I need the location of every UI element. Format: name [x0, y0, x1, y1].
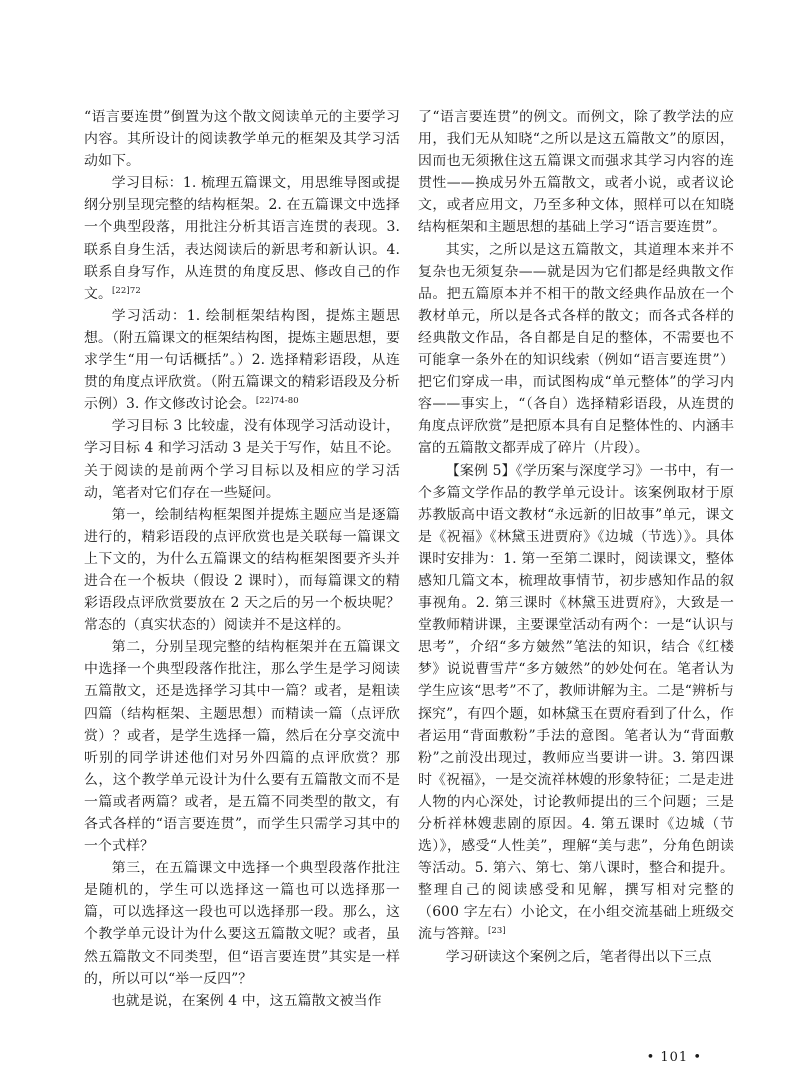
paragraph — [84, 857, 400, 990]
right-column — [418, 106, 734, 968]
paragraph — [84, 504, 400, 637]
paragraph-text: 其实，之所以是这五篇散文，其道理本来并不复杂也无须复杂——就是因为它们都是经典散文作品。把五篇原本并不相干的散文经典作品放在一个教材单元，所以是各式各样的散文；而各式各样的经典散文作品，各自都是自足的整体，不需要也不可能拿一条外在的知识线索（例如“语言要连贯”）把它们穿成一串，而试图构成“单元整体”的学习内容——事实上，“（各自）选择精彩语段，从连贯的角度点评欣赏”是把原本具有自足整体性的、内涵丰富的五篇散文都弄成了碎片（片段）。 — [418, 241, 734, 457]
paragraph-text: 第三，在五篇课文中选择一个典型段落作批注是随机的，学生可以选择这一篇也可以选择那一篇，可以选择这一段也可以选择那一段。那么，这个教学单元设计为什么要这五篇散文呢？或者，虽然五篇散文不同类型，但“语言要连贯”其实是一样的，所以可以“举一反四”？ — [84, 860, 400, 987]
paragraph-text: 第二，分别呈现完整的结构框架并在五篇课文中选择一个典型段落作批注，那么学生是学习阅读五篇散文，还是选择学习其中一篇？或者，是粗读四篇（结构框架、主题思想）而精读一篇（点评欣赏）？或者，是学生选择一篇，然后在分享交流中听别的同学讲述他们对另外四篇的点评欣赏？那么，这个教学单元设计为什么要有五篇散文而不是一篇或者两篇？或者，是五篇不同类型的散文，有各式各样的“语言要连贯”，而学生只需学习其中的一个式样？ — [84, 639, 400, 855]
paragraph-text: “语言要连贯”倒置为这个散文阅读单元的主要学习内容。其所设计的阅读教学单元的框架及其学习活动如下。 — [84, 109, 400, 170]
page-number: • 101 • — [646, 1050, 702, 1065]
paragraph — [84, 172, 400, 305]
paragraph — [418, 106, 734, 239]
paragraph — [84, 415, 400, 503]
paragraph-text: 学习研读这个案例之后，笔者得出以下三点 — [445, 948, 712, 965]
paragraph-text: 【案例 5】《学历案与深度学习》一书中，有一个多篇文学作品的教学单元设计。该案例取材于原苏教版高中语文教材“永远新的旧故事”单元，课文是《祝福》《林黛玉进贾府》《边城（节选）》。具体课时安排为：1. 第一至第二课时，阅读课文，整体感知几篇文本，梳理故事情节，初步感知作品的叙事视角。2. 第三课时《林黛玉进贾府》，大致是一堂教师精讲课，主要课堂活动有两个：一是“认识与思考”，介绍“多方皴然”笔法的知识，结合《红楼梦》说说曹雪芹“多方皴然”的妙处何在。笔者认为学生应该“思考”不了，教师讲解为主。二是“辨析与探究”，有四个题，如林黛玉在贾府看到了什么，作者运用“背面敷粉”手法的意图。笔者认为“背面敷粉”之前没出现过，教师应当要讲一讲。3. 第四课时《祝福》，一是交流祥林嫂的形象特征；二是走进人物的内心深处，讨论教师提出的三个问题；三是分析祥林嫂悲剧的原因。4. 第五课时《边城（节选）》，感受“人性美”，理解“美与悲”，分角色朗读等活动。5. 第六、第七、第八课时，整合和提升。整理自己的阅读感受和见解，撰写相对完整的（600 字左右）小论文，在小组交流基础上班级交流与答辩。 — [418, 462, 734, 943]
paragraph-text: 了“语言要连贯”的例文。而例文，除了教学法的应用，我们无从知晓“之所以是这五篇散文”的原因，因而也无须揪住这五篇课文而强求其学习内容的连贯性——换成另外五篇散文，或者小说，或者议论文，或者应用文，乃至多种文体，照样可以在知晓结构框架和主题思想的基础上学习“语言要连贯”。 — [418, 109, 734, 236]
paragraph — [84, 106, 400, 172]
paragraph — [418, 239, 734, 460]
paragraph-text: 学习活动：1. 绘制框架结构图，提炼主题思想。（附五篇课文的框架结构图，提炼主题思想，要求学生“用一句话概括”。）2. 选择精彩语段，从连贯的角度点评欣赏。（附五篇课文的精彩语段及分析示例）3. 作文修改讨论会。 — [84, 307, 400, 413]
paragraph — [418, 460, 734, 946]
paragraph-text: 也就是说，在案例 4 中，这五篇散文被当作 — [111, 992, 382, 1009]
paragraph — [418, 946, 734, 968]
paragraph — [84, 636, 400, 857]
paragraph — [84, 990, 400, 1012]
paragraph-text: 学习目标 3 比较虚，没有体现学习活动设计，学习目标 4 和学习活动 3 是关于写作，姑且不论。关于阅读的是前两个学习目标以及相应的学习活动，笔者对它们存在一些疑问。 — [84, 418, 400, 501]
paragraph-text: 学习目标：1. 梳理五篇课文，用思维导图或提纲分别呈现完整的结构框架。2. 在五篇课文中选择一个典型段落，用批注分析其语言连贯的表现。3. 联系自身生活，表达阅读后的新思考和新认识。4. 联系自身写作，从连贯的角度反思、修改自己的作文。 — [84, 175, 400, 302]
citation: [22]74-80 — [255, 396, 299, 407]
citation: [22]72 — [111, 285, 141, 296]
citation: [23] — [487, 926, 506, 937]
paragraph — [84, 305, 400, 415]
paragraph-text: 第一，绘制结构框架图并提炼主题应当是逐篇进行的，精彩语段的点评欣赏也是关联每一篇课文上下文的，为什么五篇课文的结构框架图要齐头并进合在一个板块（假设 2 课时），而每篇课文的精彩语段点评欣赏要放在 2 天之后的另一个板块呢？常态的（真实状态的）阅读并不是这样的。 — [84, 506, 400, 634]
left-column — [84, 106, 400, 1012]
